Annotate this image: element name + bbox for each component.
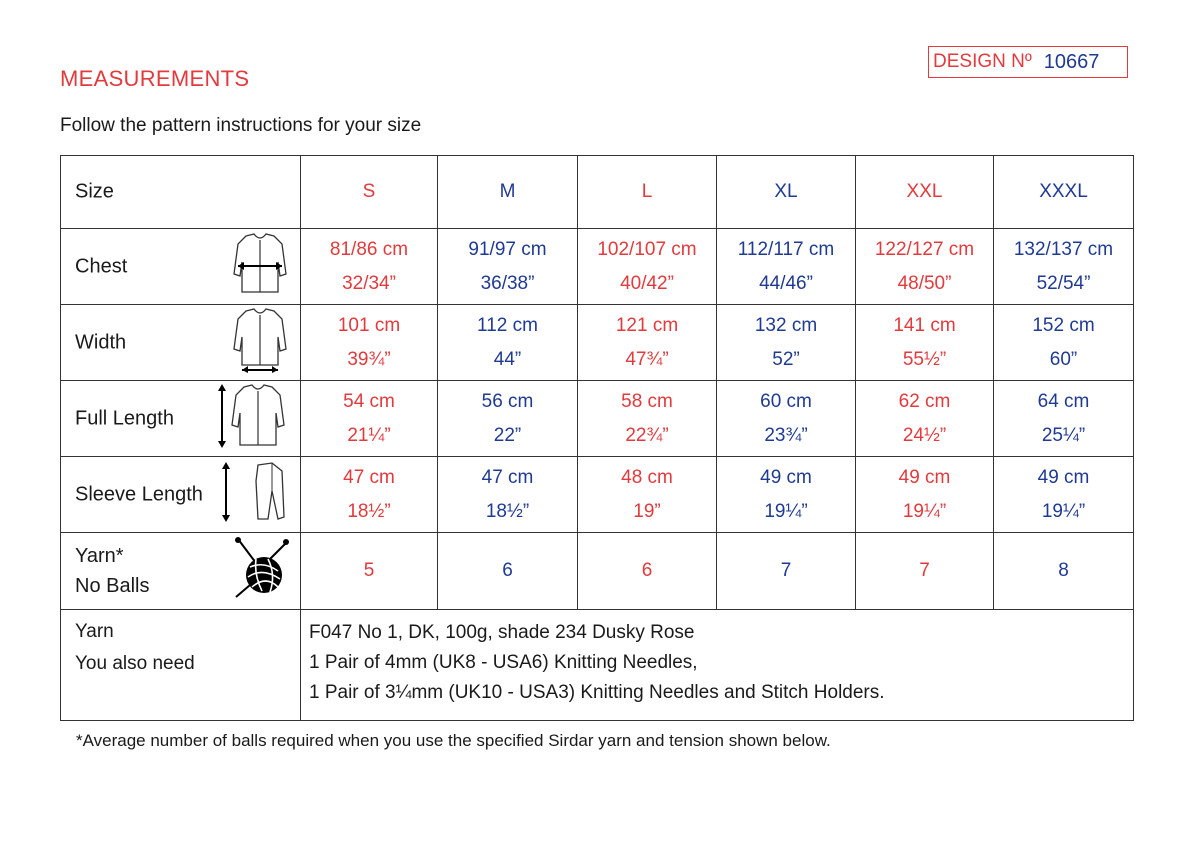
size-label: Size xyxy=(75,180,114,203)
yarn-ball-icon xyxy=(232,537,290,605)
balls-xl: 7 xyxy=(717,533,856,610)
yarn-details-label-cell xyxy=(61,610,301,721)
sleeve-length-xl: 49 cm 19¼” xyxy=(717,457,856,533)
width-xxxl: 152 cm 60” xyxy=(994,305,1134,381)
yarn-balls-label-cell xyxy=(61,533,301,610)
sleeve-length-xxxl: 49 cm 19¼” xyxy=(994,457,1134,533)
cardigan-length-icon xyxy=(218,383,290,455)
size-xxl: XXL xyxy=(856,156,994,229)
yarn-label: Yarn xyxy=(75,621,114,642)
instructions-subtitle: Follow the pattern instructions for your size xyxy=(60,115,422,136)
footnote: *Average number of balls required when you use the specified Sirdar yarn and tension shown below. xyxy=(76,731,831,750)
width-xl: 132 cm 52” xyxy=(717,305,856,381)
balls-xxxl: 8 xyxy=(994,533,1134,610)
full-length-xxxl: 64 cm 25¼” xyxy=(994,381,1134,457)
size-xl: XL xyxy=(717,156,856,229)
chest-xxl: 122/127 cm 48/50” xyxy=(856,229,994,305)
balls-s: 5 xyxy=(301,533,438,610)
chest-m: 91/97 cm 36/38” xyxy=(438,229,578,305)
design-number: 10667 xyxy=(1043,50,1100,73)
sleeve-length-s: 47 cm 18½” xyxy=(301,457,438,533)
sleeve-length-m: 47 cm 18½” xyxy=(438,457,578,533)
width-row xyxy=(61,305,1134,381)
full-length-label-cell xyxy=(61,381,301,457)
width-xxl: 141 cm 55½” xyxy=(856,305,994,381)
chest-l: 102/107 cm 40/42” xyxy=(578,229,717,305)
sleeve-length-row xyxy=(61,457,1134,533)
size-m: M xyxy=(438,156,578,229)
size-xxxl: XXXL xyxy=(994,156,1134,229)
chest-row xyxy=(61,229,1134,305)
width-l: 121 cm 47¾” xyxy=(578,305,717,381)
full-length-xxl: 62 cm 24½” xyxy=(856,381,994,457)
sleeve-length-icon xyxy=(220,461,290,529)
chest-label-cell xyxy=(61,229,301,305)
sleeve-length-label-cell xyxy=(61,457,301,533)
full-length-xl: 60 cm 23¾” xyxy=(717,381,856,457)
yarn-details-row xyxy=(61,610,1134,721)
yarn-balls-row xyxy=(61,533,1134,610)
needles-line-2: 1 Pair of 3¼mm (UK10 - USA3) Knitting Needles and Stitch Holders. xyxy=(309,682,885,703)
cardigan-width-icon xyxy=(230,307,290,379)
yarn-balls-label: Yarn* No Balls xyxy=(75,545,150,597)
cardigan-chest-icon xyxy=(230,232,290,302)
also-need-label: You also need xyxy=(75,653,195,674)
width-m: 112 cm 44” xyxy=(438,305,578,381)
sleeve-length-label: Sleeve Length xyxy=(75,483,203,505)
chest-s: 81/86 cm 32/34” xyxy=(301,229,438,305)
design-label: DESIGN Nº xyxy=(933,51,1032,72)
balls-l: 6 xyxy=(578,533,717,610)
size-s: S xyxy=(301,156,438,229)
size-l: L xyxy=(578,156,717,229)
chest-label: Chest xyxy=(75,255,128,277)
width-label: Width xyxy=(75,331,127,353)
design-number-box xyxy=(928,46,1128,78)
width-s: 101 cm 39¾” xyxy=(301,305,438,381)
chest-xl: 112/117 cm 44/46” xyxy=(717,229,856,305)
size-row xyxy=(61,156,1134,229)
full-length-row xyxy=(61,381,1134,457)
chest-xxxl: 132/137 cm 52/54” xyxy=(994,229,1134,305)
full-length-l: 58 cm 22¾” xyxy=(578,381,717,457)
balls-m: 6 xyxy=(438,533,578,610)
size-label-cell xyxy=(61,156,301,229)
sleeve-length-xxl: 49 cm 19¼” xyxy=(856,457,994,533)
measurements-table xyxy=(60,155,1134,721)
full-length-m: 56 cm 22” xyxy=(438,381,578,457)
sleeve-length-l: 48 cm 19” xyxy=(578,457,717,533)
width-label-cell xyxy=(61,305,301,381)
balls-xxl: 7 xyxy=(856,533,994,610)
yarn-details-cell xyxy=(301,610,1134,721)
needles-line-1: 1 Pair of 4mm (UK8 - USA6) Knitting Needles, xyxy=(309,652,698,673)
page-heading: MEASUREMENTS xyxy=(60,66,250,91)
full-length-s: 54 cm 21¼” xyxy=(301,381,438,457)
full-length-label: Full Length xyxy=(75,407,174,429)
yarn-spec: F047 No 1, DK, 100g, shade 234 Dusky Rose xyxy=(309,622,695,643)
